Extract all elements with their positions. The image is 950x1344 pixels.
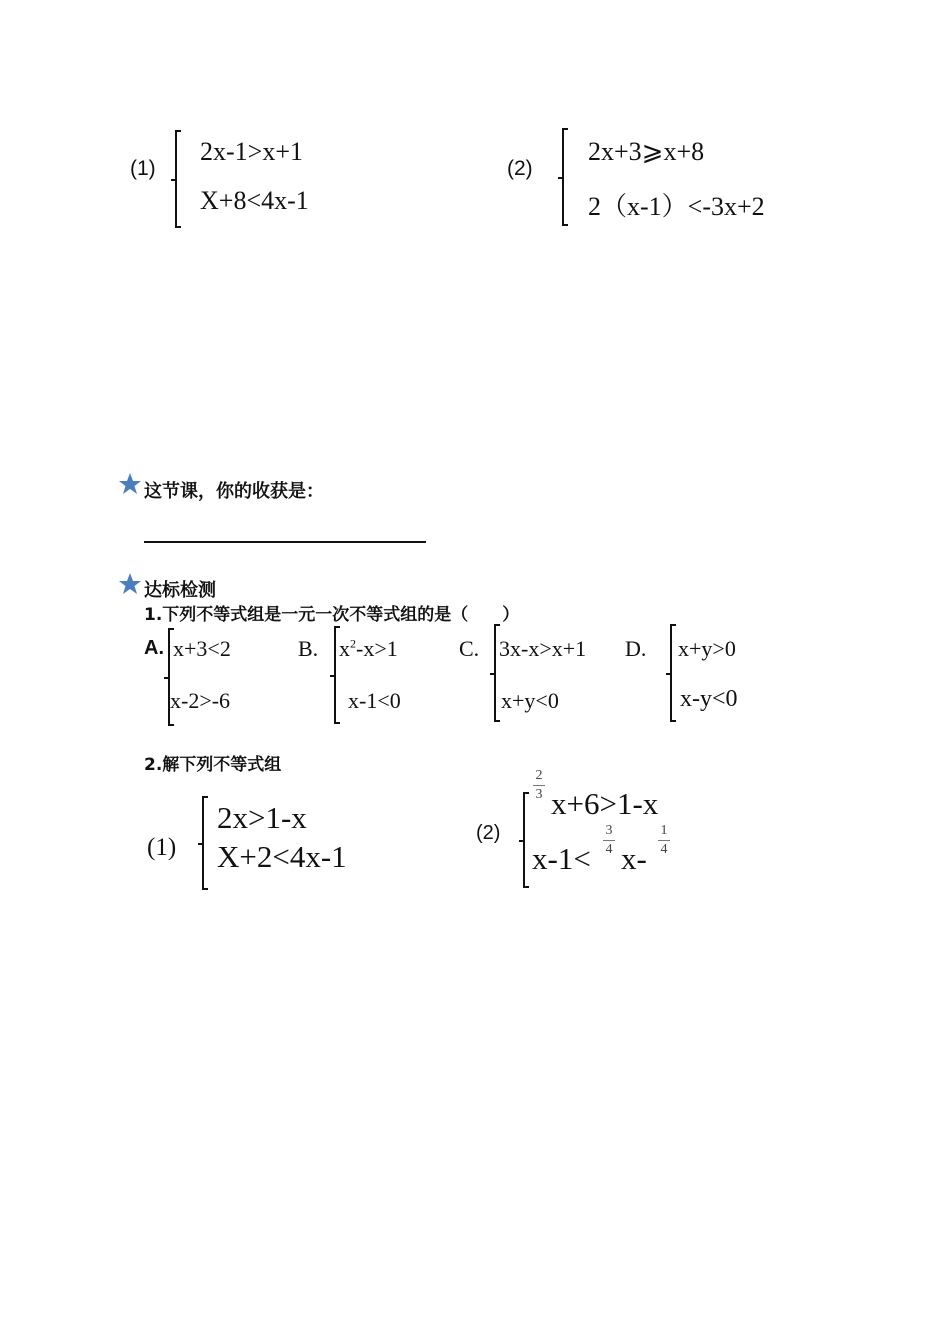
option-b-line1 <box>339 636 398 662</box>
option-d-line1: x+y>0 <box>678 636 736 661</box>
fraction-two-thirds <box>533 768 545 803</box>
example-2-line1: 2x+3⩾x+8 <box>588 137 705 166</box>
fraction-numerator: 3 <box>605 823 613 838</box>
option-a-label: A. <box>144 637 164 659</box>
summary-heading: 这节课，你的收获是： <box>144 481 324 502</box>
example-2-brace <box>562 128 568 226</box>
option-c-label: C. <box>459 636 480 661</box>
option-c-line1: 3x-x>x+1 <box>499 636 587 661</box>
option-b-line1-rest: -x>1 <box>356 636 398 661</box>
example-1-line1: 2x-1>x+1 <box>200 137 303 166</box>
question-2-part-2-label: (2) <box>476 822 501 844</box>
test-heading: 达标检测 <box>144 580 216 601</box>
option-d-line2: x-y<0 <box>680 686 738 712</box>
question-2-part-1-label: (1) <box>147 834 177 861</box>
fraction-bar <box>533 785 545 786</box>
question-2-part-2-line2-start: x-1< <box>532 841 591 876</box>
option-b-line1-base: x <box>339 636 350 661</box>
fraction-numerator: 1 <box>660 823 668 838</box>
option-d-brace <box>670 624 676 722</box>
option-d-label: D. <box>625 636 647 661</box>
option-b-line1-exponent: 2 <box>350 636 356 651</box>
question-2-text: 2.解下列不等式组 <box>144 755 282 775</box>
example-2-label: (2) <box>507 157 533 180</box>
star-icon <box>118 572 142 596</box>
fraction-denominator: 4 <box>660 842 668 857</box>
option-b-label: B. <box>298 636 319 661</box>
fraction-numerator: 2 <box>535 768 543 783</box>
question-2-part-1-brace <box>202 796 208 890</box>
fraction-bar <box>603 840 615 841</box>
example-2-line2: 2（x-1）<-3x+2 <box>588 192 765 221</box>
answer-blank-line <box>144 541 426 543</box>
question-2-part-2-brace <box>523 792 529 888</box>
fraction-denominator: 4 <box>605 842 613 857</box>
question-2-part-2-line2-mid: x- <box>621 841 647 876</box>
question-2-part-1-line2: X+2<4x-1 <box>217 839 347 874</box>
example-1-brace <box>175 130 181 228</box>
example-1-line2: X+8<4x-1 <box>200 186 309 215</box>
fraction-bar <box>658 840 670 841</box>
option-b-line2: x-1<0 <box>348 688 401 713</box>
question-2-part-2-line1: x+6>1-x <box>551 786 659 821</box>
fraction-denominator: 3 <box>535 787 543 802</box>
option-a-line2: x-2>-6 <box>170 688 231 713</box>
fraction-one-quarter <box>658 823 670 858</box>
option-c-line2: x+y<0 <box>501 688 559 713</box>
question-1-text: 1.下列不等式组是一元一次不等式组的是（ ） <box>144 605 520 625</box>
star-icon <box>118 472 142 496</box>
option-a-line1: x+3<2 <box>173 636 231 661</box>
fraction-three-quarters <box>603 823 615 858</box>
question-2-part-1-line1: 2x>1-x <box>217 800 307 835</box>
example-1-label: (1) <box>130 157 156 180</box>
